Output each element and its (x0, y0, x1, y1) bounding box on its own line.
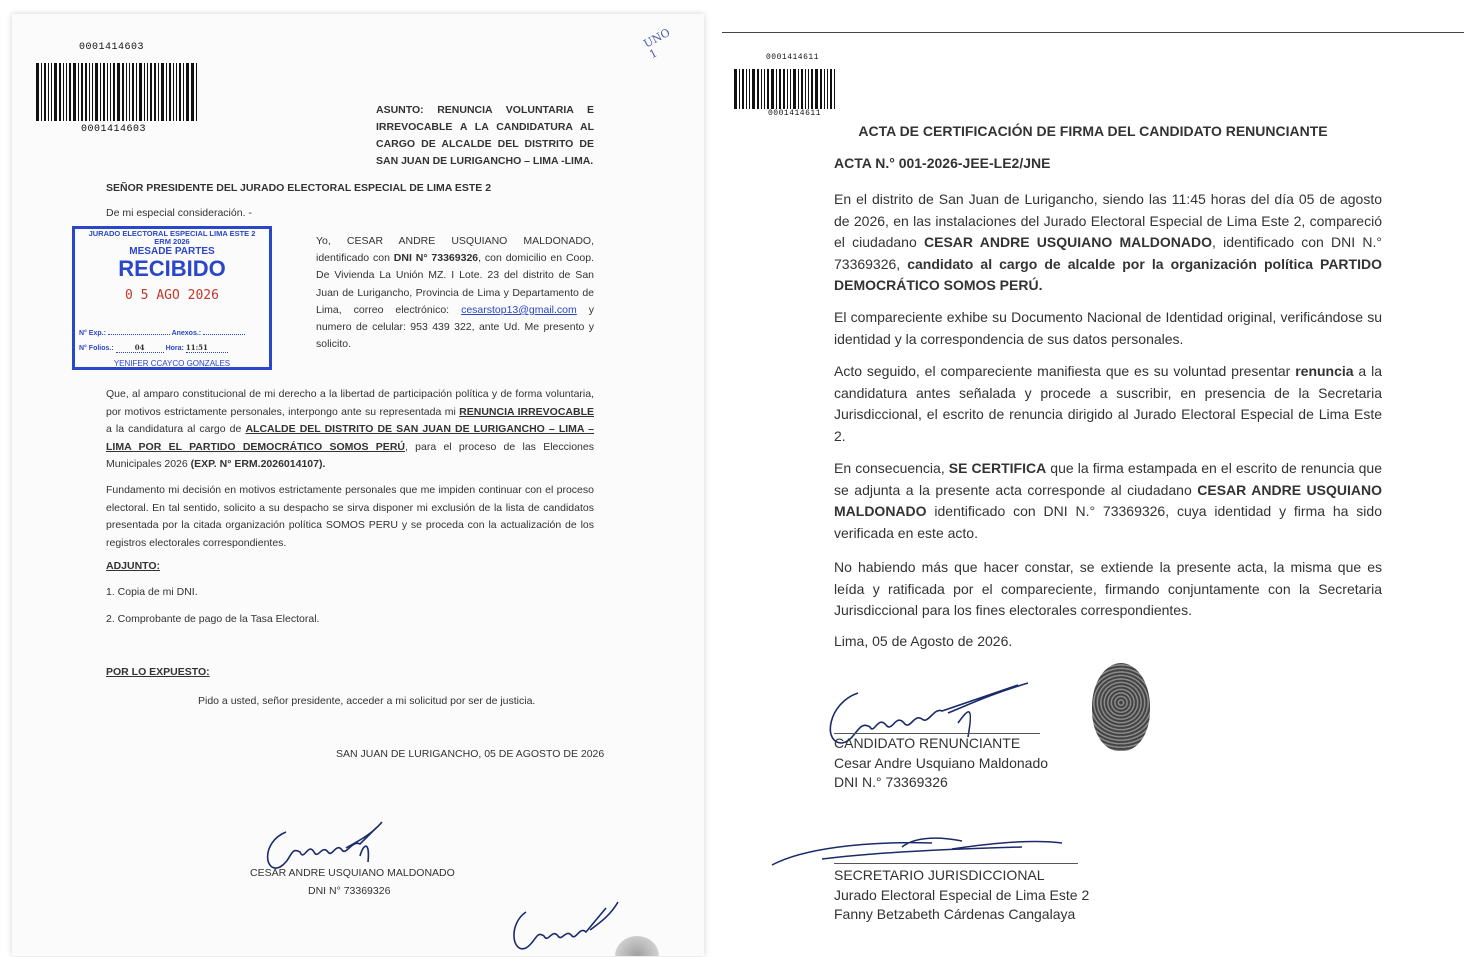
barcode-bar (176, 63, 177, 121)
barcode-bar (757, 69, 759, 109)
secretary-organization: Jurado Electoral Especial de Lima Este 2 (834, 887, 1090, 903)
conclusion-text: Pido a usted, señor presidente, acceder a mi solicitud por ser de justicia. (198, 695, 536, 707)
acta-paragraph-1 (834, 189, 1382, 297)
barcode-bar (771, 69, 774, 109)
intro-paragraph (316, 233, 594, 353)
received-stamp (72, 226, 272, 370)
barcode-bar (173, 63, 174, 121)
barcode-bar (798, 69, 799, 109)
barcode-bar (767, 69, 769, 109)
signature-line-2 (834, 863, 1078, 864)
email-link[interactable]: cesarstop13@gmail.com (461, 303, 577, 316)
barcode-bar (154, 63, 156, 121)
subject-block: ASUNTO: RENUNCIA VOLUNTARIA E IRREVOCABLE A LA CANDIDATURA AL CARGO DE ALCALDE DEL DISTRITO DE SAN JUAN DE LURIGANCHO – LIMA -LIMA. (376, 104, 594, 167)
barcode-bar (834, 69, 835, 109)
barcode-bar (179, 63, 181, 121)
stamp-line1: JURADO ELECTORAL ESPECIAL LIMA ESTE 2 (88, 229, 256, 238)
barcode-bar (820, 69, 822, 109)
candidate-signature-title: CANDIDATO RENUNCIANTE (834, 735, 1021, 751)
barcode-bar (183, 63, 184, 121)
barcode-bar (117, 63, 120, 121)
handwritten-note: UNO 1 (641, 25, 673, 62)
barcode-bar (36, 63, 39, 121)
document-title: ACTA DE CERTIFICACIÓN DE FIRMA DEL CANDIDATO RENUNCIANTE (858, 123, 1328, 139)
barcode-number-top: 0001414611 (766, 53, 820, 62)
barcode-bar (761, 69, 762, 109)
barcode-number-bottom: 0001414611 (768, 109, 822, 118)
greeting: De mi especial consideración. - (106, 207, 252, 219)
fingerprint-image (1092, 663, 1150, 751)
p1-exp: (EXP. N° ERM.2026014107). (190, 458, 326, 470)
barcode-bar (749, 69, 750, 109)
barcode-bar (69, 63, 71, 121)
stamp-folios-value: 04 (116, 343, 164, 353)
stamp-date: 0 5 AGO 2026 (125, 288, 219, 303)
p4-c: que la firma estampada en el escrito de renuncia que se adjunta a la presente acta corresponde al ciudadano (834, 460, 1382, 498)
barcode-bar (113, 63, 115, 121)
barcode-bar (144, 63, 145, 121)
barcode-bar (129, 63, 130, 121)
barcode (36, 63, 214, 121)
barcode-bar (63, 63, 64, 121)
barcode-bar (54, 63, 57, 121)
p1-cargo: ALCALDE DEL DISTRITO DE SAN JUAN DE LURIGANCHO – LIMA – LIMA POR EL PARTIDO DEMOCRÁTICO SOMOS PERÚ (106, 423, 595, 453)
barcode-bar (110, 63, 111, 121)
barcode-bar (824, 69, 825, 109)
barcode-bar (107, 63, 108, 121)
barcode-bar (169, 63, 171, 121)
barcode-bar (746, 69, 747, 109)
barcode-bar (166, 63, 167, 121)
conclusion-title: POR LO EXPUESTO: (106, 666, 210, 678)
closing-date: Lima, 05 de Agosto de 2026. (834, 633, 1013, 649)
stamp-folios-label: N° Folios.: (79, 345, 114, 352)
barcode-bar (89, 63, 90, 121)
barcode-bar (196, 63, 197, 121)
secretary-signature-title: SECRETARIO JURISDICCIONAL (834, 867, 1045, 883)
barcode-bar (147, 63, 148, 121)
stamp-received-label: RECIBIDO (118, 256, 226, 281)
p1-renuncia: RENUNCIA IRREVOCABLE (459, 405, 594, 418)
barcode-bar (191, 63, 194, 121)
barcode-bar (81, 63, 83, 121)
intro-suffix: y numero de celular: 953 439 322, ante Ud. Me presento y solicito. (316, 303, 595, 351)
barcode-bar (186, 63, 189, 121)
attachment-item-1: 1. Copia de mi DNI. (106, 586, 198, 598)
barcode-bar (126, 63, 127, 121)
barcode-bar (783, 69, 785, 109)
barcode-bar (41, 63, 42, 121)
p3-renuncia: renuncia (1295, 363, 1354, 379)
barcode-bar (830, 69, 832, 109)
p1-name: CESAR ANDRE USQUIANO MALDONADO (924, 234, 1213, 250)
barcode-bar (85, 63, 87, 121)
second-signature-image (506, 894, 626, 956)
candidate-dni: DNI N.° 73369326 (834, 774, 948, 790)
barcode-bar (132, 63, 134, 121)
barcode-bar (92, 63, 93, 121)
intro-dni: DNI N° 73369326 (393, 252, 479, 265)
signer-dni: DNI N° 73369326 (308, 885, 391, 897)
barcode-bar (764, 69, 765, 109)
barcode-bar (739, 69, 740, 109)
barcode-bar (808, 69, 809, 109)
place-and-date: SAN JUAN DE LURIGANCHO, 05 DE AGOSTO DE 2026 (336, 748, 605, 760)
p4-a: En consecuencia, (834, 460, 949, 476)
acta-paragraph-5: No habiendo más que hacer constar, se extiende la presente acta, la misma que es leída y ratificada por el compareciente, firmando conjuntamente con la Secretaria Jurisdiccional para los fines electorales correspondientes. (834, 559, 1382, 618)
barcode-number-bottom: 0001414603 (81, 124, 147, 135)
intro-mid: , con domicilio en Coop. De Vivienda La Unión MZ. I Lote. 23 del distrito de San Juan de Lurigancho, Provincia de Lima y Departamento de Lima, correo electrónico: (316, 252, 594, 316)
barcode-bar (66, 63, 67, 121)
barcode-bar (136, 63, 137, 121)
barcode-bar (100, 63, 101, 121)
stamp-hora-label: Hora: (165, 345, 184, 352)
barcode-bar (161, 63, 164, 121)
p3-a: Acto seguido, el compareciente manifiesta que es su voluntad presentar (834, 363, 1296, 379)
barcode-bar (78, 63, 79, 121)
stamp-anexos-label: Anexos.: (171, 330, 202, 337)
barcode-bar (752, 69, 755, 109)
stamp-hora-value: 11:51 (186, 343, 228, 353)
stamp-footer: YENIFER CCAYCO GONZALES (113, 359, 231, 368)
stamp-exp-row (79, 330, 265, 337)
barcode-bar (44, 63, 46, 121)
acta-paragraph-4 (834, 458, 1382, 544)
barcode-bar (787, 69, 788, 109)
barcode-bar (122, 63, 124, 121)
barcode-bar (793, 69, 796, 109)
barcode-number-top: 0001414603 (79, 42, 145, 53)
barcode-bar (158, 63, 159, 121)
addressee: SEÑOR PRESIDENTE DEL JURADO ELECTORAL ESPECIAL DE LIMA ESTE 2 (106, 182, 492, 194)
attachment-item-2: 2. Comprobante de pago de la Tasa Electoral. (106, 613, 320, 625)
barcode-bar (95, 63, 98, 121)
p3-c: a la candidatura antes señalada y procede a suscribir, en presencia de la Secretaria Jurisdiccional, el escrito de renuncia dirigido al Jurado Electoral Especial de Lima Este 2. (834, 363, 1382, 444)
barcode-bar (827, 69, 828, 109)
p4-e: identificado con DNI N.° 73369326, cuya identidad y firma ha sido verificada en este acto. (834, 503, 1382, 541)
p1-c: a la candidatura al cargo de (106, 423, 246, 435)
secretary-name: Fanny Betzabeth Cárdenas Cangalaya (834, 906, 1076, 922)
p4-name: CESAR ANDRE USQUIANO MALDONADO (834, 481, 1382, 519)
barcode-bar (73, 63, 76, 121)
acta-paragraph-3 (834, 361, 1382, 447)
acta-number: ACTA N.° 001-2026-JEE-LE2/JNE (834, 155, 1051, 171)
acta-paragraph-2: El compareciente exhibe su Documento Nacional de Identidad original, verificándose su identidad y la correspondencia de sus datos personales. (834, 309, 1382, 347)
barcode-bar (139, 63, 142, 121)
p1-a: Que, al amparo constitucional de mi derecho a la libertad de participación política y de forma voluntaria, por motivos estrictamente personales, interpongo ante su representada mi (106, 388, 594, 418)
left-document-page (12, 14, 704, 956)
barcode (734, 69, 842, 109)
main-paragraph-1 (106, 386, 594, 474)
stamp-folios-row (79, 343, 265, 353)
barcode-bar (811, 69, 813, 109)
candidate-name: Cesar Andre Usquiano Maldonado (834, 755, 1049, 771)
signer-name: CESAR ANDRE USQUIANO MALDONADO (250, 867, 455, 879)
p1-a: En el distrito de San Juan de Lurigancho, siendo las 11:45 horas del día 05 de agosto de 2026, en las instalaciones del Jurado Electoral Especial de Lima Este 2, compareció el ciudadano (834, 191, 1382, 250)
attachments-title: ADJUNTO: (106, 560, 161, 572)
stamp-line3: MESADE PARTES (129, 246, 215, 257)
p1-e: , para el proceso de las Elecciones Municipales 2026 (106, 440, 594, 470)
stamp-line2: ERM 2026 (154, 237, 190, 246)
p4-certifica: SE CERTIFICA (948, 460, 1047, 476)
barcode-bar (48, 63, 49, 121)
barcode-bar (103, 63, 105, 121)
barcode-bar (776, 69, 777, 109)
p1-candidate: candidato al cargo de alcalde por la organización política PARTIDO DEMOCRÁTICO SOMOS PERÚ. (834, 255, 1382, 293)
intro-prefix: Yo, CESAR ANDRE USQUIANO MALDONADO, identificado con (316, 235, 594, 265)
right-document-page (722, 32, 1464, 957)
barcode-bar (150, 63, 152, 121)
stamp-exp-label: N° Exp.: (79, 330, 106, 337)
barcode-bar (734, 69, 737, 109)
main-paragraph-2: Fundamento mi decisión en motivos estrictamente personales que me impiden continuar con el proceso electoral. En tal sentido, solicito a su despacho se sirva disponer mi exclusión de la lista de candidatos presentada por la citada organización política SOMOS PERU y se proceda con la actualización de los registros electorales correspondientes. (106, 484, 594, 549)
barcode-bar (805, 69, 806, 109)
barcode-bar (742, 69, 744, 109)
barcode-bar (51, 63, 52, 121)
barcode-bar (801, 69, 803, 109)
p1-c: , identificado con DNI N.° 73369326, (834, 234, 1382, 272)
barcode-bar (59, 63, 61, 121)
barcode-bar (779, 69, 781, 109)
barcode-bar (815, 69, 818, 109)
barcode-bar (790, 69, 791, 109)
